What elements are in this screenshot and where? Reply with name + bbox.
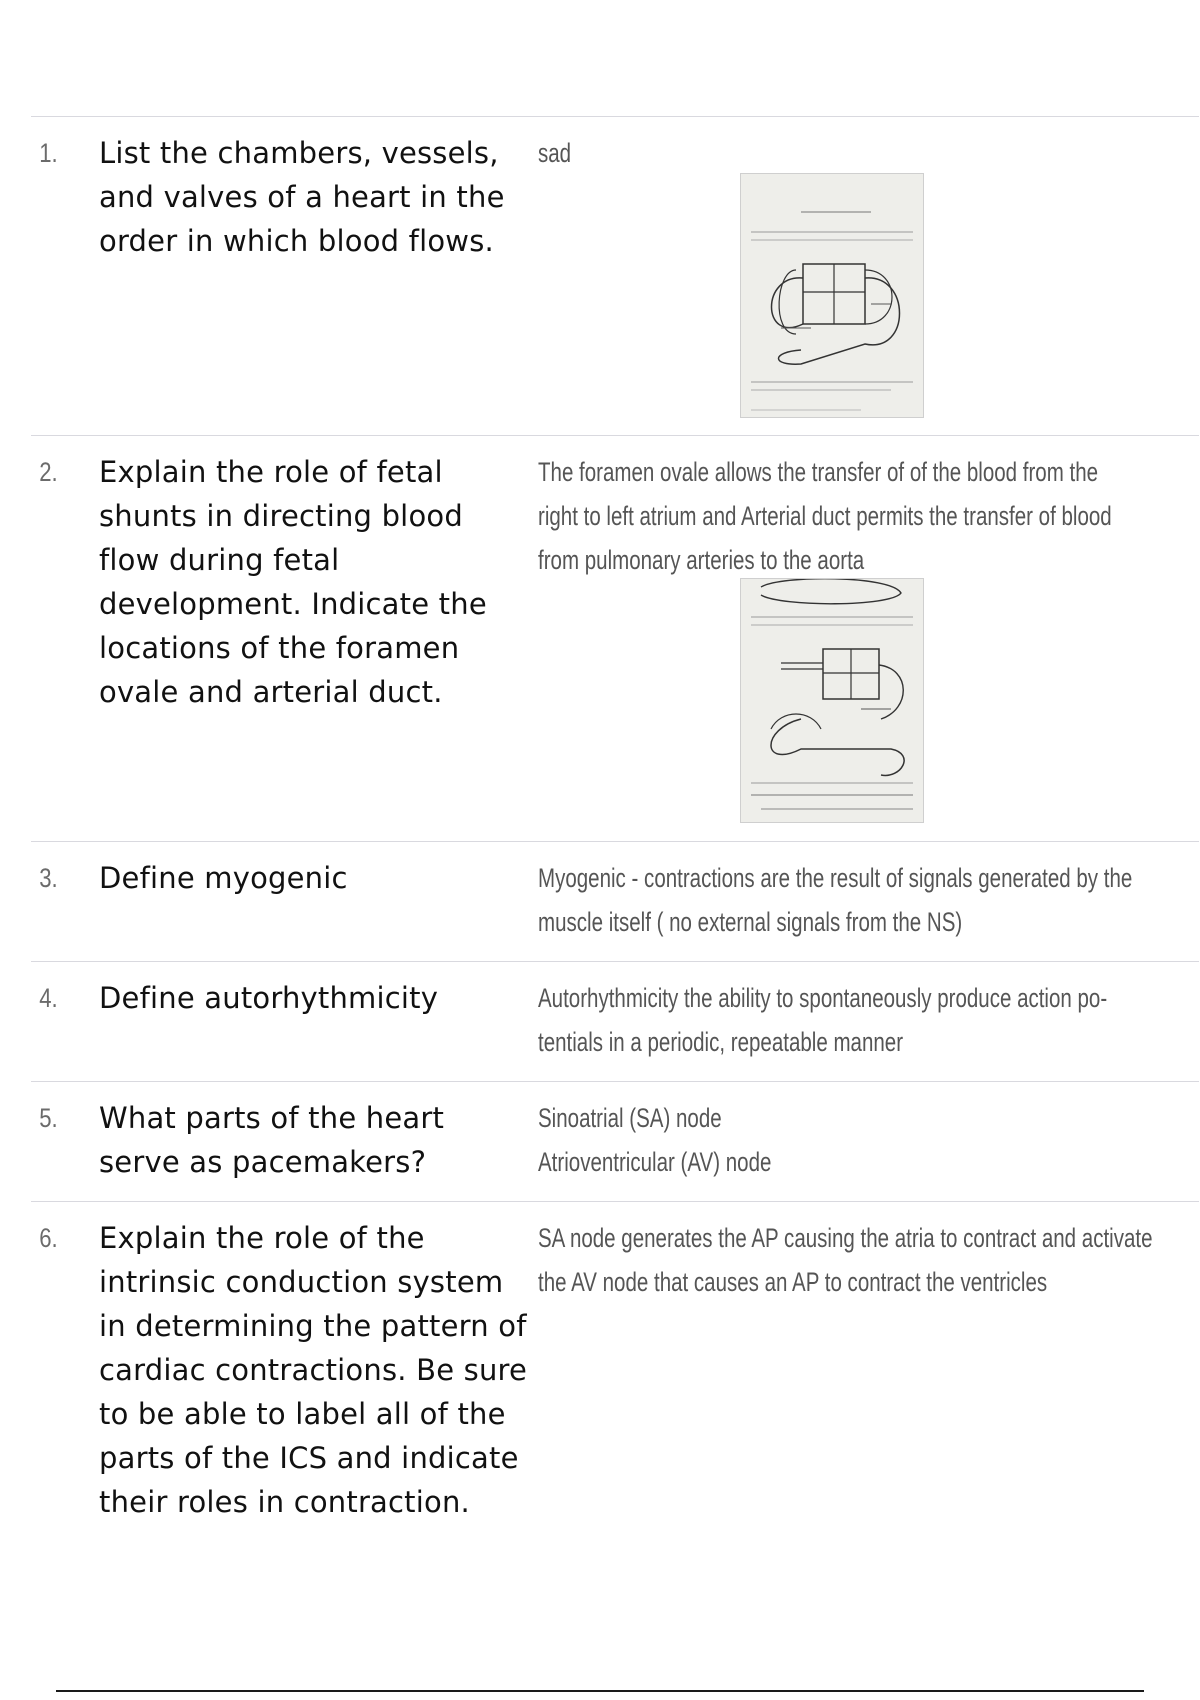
answer-cell <box>538 117 1199 175</box>
question-number: 1. <box>39 138 58 168</box>
answer-line: Autorhythmicity the ability to spontaneously produce action po- <box>538 983 1108 1013</box>
answer-line: muscle itself ( no external signals from the NS) <box>538 907 963 937</box>
answer-text <box>538 450 1138 582</box>
question-number: 6. <box>39 1223 58 1253</box>
question-number: 3. <box>39 863 58 893</box>
page-bottom-rule <box>56 1690 1144 1692</box>
answer-line: sad <box>538 138 572 168</box>
answer-line: Atrioventricular (AV) node <box>538 1147 772 1177</box>
answer-text <box>538 856 1138 944</box>
question-row-2 <box>31 435 1199 841</box>
question-row-5 <box>31 1081 1199 1201</box>
answer-text <box>538 976 1138 1064</box>
photo-sketch <box>741 174 923 417</box>
question-row-1 <box>31 116 1199 435</box>
blood-flow-diagram-photo-icon <box>740 173 924 418</box>
answer-cell <box>538 1202 1199 1304</box>
answer-text <box>538 131 1138 175</box>
worksheet-table <box>31 116 1199 1534</box>
question-text: Explain the role of fetal shunts in directing blood flow during fetal development. Indicate the locations of the foramen ovale and arterial duct. <box>99 455 487 709</box>
answer-line: The foramen ovale allows the transfer of of the blood from the <box>538 457 1099 487</box>
answer-line: the AV node that causes an AP to contract the ventricles <box>538 1267 1048 1297</box>
answer-cell <box>538 962 1199 1064</box>
question-number: 2. <box>39 457 58 487</box>
question-number: 5. <box>39 1103 58 1133</box>
question-row-3 <box>31 841 1199 961</box>
answer-line: SA node generates the AP causing the atria to contract and activate <box>538 1223 1153 1253</box>
answer-text <box>538 1216 1153 1304</box>
answer-line: Myogenic - contractions are the result of signals generated by the <box>538 863 1133 893</box>
photo-sketch <box>741 579 923 822</box>
question-text: Explain the role of the intrinsic conduction system in determining the pattern of cardiac contractions. Be sure to be able to label all of the parts of the ICS and indicate their roles in contraction. <box>99 1221 528 1519</box>
question-text: What parts of the heart serve as pacemakers? <box>99 1101 445 1179</box>
question-text: List the chambers, vessels, and valves of a heart in the order in which blood flows. <box>99 136 505 258</box>
question-text: Define autorhythmicity <box>99 981 439 1015</box>
answer-cell <box>538 842 1199 944</box>
answer-cell <box>538 1082 1199 1184</box>
answer-cell <box>538 436 1199 582</box>
question-text: Define myogenic <box>99 861 348 895</box>
answer-line: tentials in a periodic, repeatable manner <box>538 1027 904 1057</box>
answer-line: Sinoatrial (SA) node <box>538 1103 722 1133</box>
question-number: 4. <box>39 983 58 1013</box>
question-row-6 <box>31 1201 1199 1534</box>
answer-line: from pulmonary arteries to the aorta <box>538 545 865 575</box>
fetal-circulation-diagram-photo-icon <box>740 578 924 823</box>
answer-text <box>538 1096 1138 1184</box>
question-row-4 <box>31 961 1199 1081</box>
answer-line: right to left atrium and Arterial duct permits the transfer of blood <box>538 501 1112 531</box>
